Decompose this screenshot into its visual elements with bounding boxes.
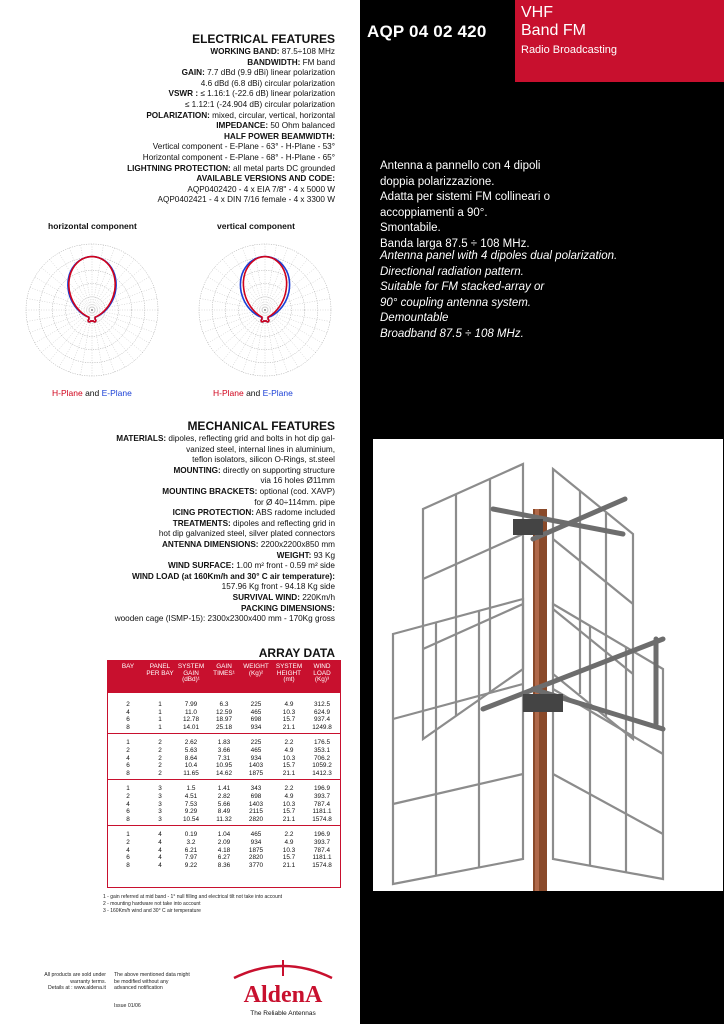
spec-line: AVAILABLE VERSIONS AND CODE:	[196, 174, 335, 184]
array-cell: 11.65	[183, 769, 199, 777]
array-cell: 2.09	[217, 839, 231, 846]
logo-wordmark: AldenA	[243, 982, 323, 1008]
spec-line: SURVIVAL WIND: 220Km/h	[232, 592, 335, 602]
horizontal-polar-diagram	[12, 232, 172, 384]
array-group-separator	[108, 733, 340, 734]
array-cell: 1	[126, 739, 130, 747]
spec-line: vanized steel, internal lines in aluminium,	[186, 444, 335, 454]
array-note: 1 - gain referred at mid band - 1° null filling and electrical tilt not take into account	[103, 894, 283, 900]
array-cell: 2	[158, 762, 162, 770]
array-cell: 0.19	[184, 831, 198, 839]
array-cell: 1.41	[217, 785, 231, 793]
polar-grid	[199, 244, 331, 376]
array-cell: 4.18	[217, 846, 231, 854]
array-header-cell: WIND LOAD (Kg)³	[313, 663, 331, 684]
array-cell: 15.7	[282, 808, 296, 816]
legend-e-plane: E-Plane	[101, 388, 132, 398]
spec-line: ≤ 1.12:1 (-24.904 dB) circular polarization	[184, 99, 335, 109]
array-header-cell: SYSTEM GAIN (dBd)¹	[177, 663, 205, 684]
array-cell: 3	[158, 793, 162, 800]
desc-en-line: Broadband 87.5 ÷ 108 MHz.	[380, 327, 524, 340]
description-italian	[380, 159, 700, 252]
array-cell: 5.66	[217, 800, 231, 808]
legend-e-plane: E-Plane	[262, 388, 293, 398]
array-cell: 7.53	[184, 800, 198, 808]
desc-it-line: Antenna a pannello con 4 dipoli	[380, 160, 541, 172]
array-cell: 21.1	[282, 723, 296, 731]
array-note: 3 - 160Km/h wind and 30° C air temperature	[103, 908, 201, 914]
array-header-cell: GAIN TIMES¹	[213, 663, 235, 677]
mechanical-specs	[35, 434, 335, 625]
array-cell: 1	[158, 723, 162, 731]
array-cell: 8	[126, 861, 130, 869]
array-header-cell: PANEL PER BAY	[146, 663, 174, 677]
array-cell: 21.1	[282, 861, 296, 869]
array-cell: 787.4	[314, 800, 330, 808]
array-cell: 2	[126, 793, 130, 800]
array-cell: 9.29	[184, 808, 198, 816]
array-cell: 4	[158, 854, 162, 862]
array-cell: 1875	[248, 846, 264, 854]
array-cell: 8	[126, 815, 130, 823]
vertical-polar-diagram	[185, 232, 345, 384]
array-cell: 465	[250, 831, 262, 839]
desc-it-line: accoppiamenti a 90°.	[380, 206, 488, 219]
array-cell: 4	[158, 839, 162, 846]
array-group-separator	[108, 825, 340, 826]
spec-line: AQP0402420 - 4 x EIA 7/8" - 4 x 5000 W	[187, 184, 335, 194]
desc-en-line: Suitable for FM stacked-array or	[380, 281, 545, 293]
array-data-table	[107, 660, 341, 888]
spec-line: HALF POWER BEAMWIDTH:	[224, 131, 335, 141]
array-cell: 1249.8	[312, 723, 332, 731]
array-cell: 1.04	[217, 831, 231, 839]
band-line-1: VHF	[521, 4, 553, 21]
spec-line: Horizontal component - E-Plane - 68° - H-Plane - 65°	[142, 152, 335, 162]
band-line-3: Radio Broadcasting	[521, 44, 618, 56]
array-cell: 2820	[248, 815, 264, 823]
warranty-note: All products are sold under warranty terms. Details at : www.aldena.it	[44, 972, 106, 992]
array-cell: 1.5	[186, 785, 196, 793]
legend-h-plane: H-Plane	[213, 388, 244, 398]
spec-line: POLARIZATION: mixed, circular, vertical, horizontal	[146, 110, 335, 120]
array-cell: 21.1	[282, 769, 296, 777]
array-cell: 7.97	[184, 854, 198, 862]
spec-line: IMPEDANCE: 50 Ohm balanced	[216, 121, 335, 131]
legend-h-plane: H-Plane	[52, 388, 83, 398]
array-cell: 1412.3	[312, 769, 332, 777]
array-cell: 196.9	[314, 785, 330, 793]
spec-line: via 16 holes Ø11mm	[260, 476, 335, 486]
array-notes	[103, 894, 282, 915]
spec-line: WIND SURFACE: 1.00 m² front - 0.59 m² side	[168, 561, 335, 571]
electrical-title: ELECTRICAL FEATURES	[192, 32, 335, 46]
array-cell: 3.2	[186, 839, 196, 846]
array-cell: 2.62	[184, 739, 198, 747]
array-cell: 393.7	[314, 793, 330, 800]
array-cell: 8.64	[184, 754, 198, 762]
array-cell: 934	[250, 723, 262, 731]
array-cell: 465	[250, 747, 262, 754]
spec-line: for Ø 40÷114mm. pipe	[254, 497, 335, 507]
spec-line: GAIN: 7.7 dBd (9.9 dBi) linear polarization	[181, 68, 335, 78]
array-cell: 3770	[248, 861, 264, 869]
spec-line: AQP0402421 - 4 x DIN 7/16 female - 4 x 3300 W	[157, 195, 335, 205]
array-cell: 1	[158, 708, 162, 716]
array-cell: 1574.8	[312, 815, 332, 823]
spec-line: ANTENNA DIMENSIONS: 2200x2200x850 mm	[161, 539, 335, 549]
array-cell: 5.63	[184, 747, 198, 754]
array-cell: 2	[158, 739, 162, 747]
desc-it-line: Adatta per sistemi FM collineari o	[380, 191, 551, 203]
spec-line: LIGHTNING PROTECTION: all metal parts DC grounded	[127, 163, 335, 173]
array-cell: 698	[250, 793, 262, 800]
array-cell: 706.2	[314, 754, 330, 762]
desc-en-line: Directional radiation pattern.	[380, 265, 524, 278]
array-cell: 6	[126, 762, 130, 770]
array-cell: 10.95	[216, 762, 232, 770]
array-cell: 21.1	[282, 815, 296, 823]
band-box	[515, 0, 724, 82]
array-cell: 4.9	[284, 793, 294, 800]
array-cell: 3.66	[217, 747, 231, 754]
array-cell: 343	[250, 785, 262, 793]
array-cell: 12.59	[216, 708, 232, 716]
array-cell: 2115	[249, 808, 263, 816]
spec-line: VSWR : ≤ 1.16:1 (-22.6 dB) linear polarization	[168, 89, 335, 99]
array-cell: 787.4	[314, 846, 330, 854]
array-cell: 4.9	[284, 701, 294, 708]
array-cell: 2	[126, 747, 130, 754]
array-cell: 14.62	[216, 769, 232, 777]
array-cell: 1	[126, 785, 130, 793]
array-cell: 25.18	[216, 723, 232, 731]
spec-line: 157.96 Kg front - 94.18 Kg side	[221, 582, 335, 592]
array-cell: 4	[126, 754, 130, 762]
antenna-photo	[373, 439, 723, 891]
array-cell: 624.9	[314, 708, 330, 716]
array-group-separator	[108, 779, 340, 780]
array-cell: 10.3	[282, 754, 296, 762]
array-cell: 9.22	[184, 861, 198, 869]
desc-en-line: 90° coupling antenna system.	[380, 296, 531, 309]
array-cell: 2	[126, 839, 130, 846]
mechanical-title: MECHANICAL FEATURES	[187, 419, 335, 433]
spec-line: teflon isolators, silicon O-Rings, st.steel	[192, 455, 335, 465]
array-cell: 3	[158, 785, 162, 793]
spec-line: BANDWIDTH: FM band	[247, 57, 335, 67]
horizontal-component-label: horizontal component	[48, 221, 137, 231]
array-cell: 225	[250, 701, 262, 708]
array-cell: 1875	[248, 769, 264, 777]
array-cell: 10.54	[183, 815, 199, 823]
array-cell: 8	[126, 723, 130, 731]
desc-it-line: doppia polarizzazione.	[380, 175, 495, 188]
array-cell: 15.7	[282, 854, 296, 862]
array-cell: 465	[250, 708, 262, 716]
array-cell: 6.27	[217, 854, 231, 862]
array-cell: 7.99	[184, 701, 198, 708]
array-cell: 10.4	[184, 762, 198, 770]
spec-line: PACKING DIMENSIONS:	[240, 603, 335, 613]
array-cell: 1403	[248, 762, 264, 770]
spec-line: ICING PROTECTION: ABS radome included	[172, 508, 335, 518]
array-cell: 2.2	[284, 739, 294, 747]
spec-line: MOUNTING: directly on supporting structure	[173, 465, 335, 475]
array-cell: 4	[158, 831, 162, 839]
spec-line: wooden cage (ISMP-15): 2300x2300x400 mm - 170Kg gross	[114, 614, 335, 624]
array-cell: 1	[158, 701, 162, 708]
array-header-cell: BAY	[121, 663, 135, 670]
array-cell: 312.5	[314, 701, 330, 708]
spec-line: 4.6 dBd (6.8 dBi) circular polarization	[200, 78, 335, 88]
array-cell: 2	[126, 701, 130, 708]
array-cell: 12.78	[183, 716, 199, 724]
spec-line: WORKING BAND: 87.5÷108 MHz	[210, 47, 335, 56]
array-cell: 11.0	[185, 708, 197, 716]
array-cell: 2	[158, 754, 162, 762]
array-cell: 4	[158, 846, 162, 854]
desc-it-line: Banda larga 87.5 ÷ 108 MHz.	[380, 237, 530, 250]
array-cell: 8.49	[217, 808, 231, 816]
array-cell: 6.21	[184, 846, 198, 854]
desc-it-line: Smontabile.	[380, 222, 441, 234]
array-cell: 393.7	[314, 839, 330, 846]
array-cell: 11.32	[216, 815, 232, 823]
array-cell: 2.2	[284, 831, 294, 839]
band-line-2: Band FM	[521, 22, 586, 39]
spec-line: WEIGHT: 93 Kg	[276, 550, 335, 560]
array-header-cell: SYSTEM HEIGHT (mt)	[275, 663, 303, 684]
logo-tagline: The Reliable Antennas	[250, 1010, 316, 1017]
array-cell: 698	[250, 716, 262, 724]
electrical-specs	[5, 47, 335, 206]
desc-en-line: Antenna panel with 4 dipoles dual polarization.	[380, 250, 618, 262]
spec-line: TREATMENTS: dipoles and reflecting grid in	[172, 518, 335, 528]
array-cell: 1403	[248, 800, 264, 808]
array-cell: 196.9	[314, 831, 330, 839]
array-cell: 3	[158, 808, 162, 816]
spec-line: MOUNTING BRACKETS: optional (cod. XAVP)	[162, 486, 335, 496]
array-cell: 6	[126, 854, 130, 862]
array-cell: 10.3	[282, 800, 296, 808]
array-data-title: ARRAY DATA	[258, 646, 335, 660]
array-cell: 4	[126, 708, 130, 716]
array-cell: 4.9	[284, 839, 294, 846]
spec-line: MATERIALS: dipoles, reflecting grid and bolts in hot dip gal-	[116, 434, 335, 443]
data-change-note: The above mentioned data might be modified without any advanced notification	[114, 972, 190, 992]
vertical-component-label: vertical component	[217, 221, 295, 231]
array-cell: 2	[158, 747, 162, 754]
polar-grid	[26, 244, 158, 376]
array-cell: 4	[126, 800, 130, 808]
array-cell: 934	[250, 754, 262, 762]
spec-line: hot dip galvanized steel, silver plated connectors	[158, 529, 335, 539]
spec-line: WIND LOAD (at 160Km/h and 30° C air temperature):	[132, 571, 335, 581]
array-cell: 2820	[248, 854, 264, 862]
array-cell: 353.1	[314, 747, 330, 754]
array-header-cell: WEIGHT (Kg)²	[243, 663, 269, 677]
array-cell: 937.4	[314, 716, 330, 724]
array-cell: 2	[158, 769, 162, 777]
model-code: AQP 04 02 420	[367, 22, 487, 41]
array-cell: 14.01	[183, 723, 199, 731]
array-cell: 1.83	[217, 739, 231, 747]
array-cell: 8	[126, 769, 130, 777]
array-cell: 1574.8	[312, 861, 332, 869]
array-cell: 15.7	[282, 762, 296, 770]
array-cell: 10.3	[282, 708, 296, 716]
array-cell: 1181.1	[312, 854, 332, 862]
array-cell: 1181.1	[312, 808, 332, 816]
array-cell: 225	[250, 739, 262, 747]
array-cell: 3	[158, 800, 162, 808]
array-note: 2 - mounting hardware not take into account	[103, 901, 201, 907]
array-cell: 3	[158, 815, 162, 823]
array-cell: 1	[126, 831, 130, 839]
array-cell: 7.31	[217, 754, 231, 762]
desc-en-line: Demountable	[380, 312, 449, 324]
aldena-logo-mark	[224, 956, 342, 1018]
array-cell: 6	[126, 716, 130, 724]
array-cell: 4.9	[284, 747, 294, 754]
array-cell: 8.36	[217, 861, 231, 869]
array-cell: 4	[158, 861, 162, 869]
polar-legend-right: H-Plane and E-Plane	[213, 388, 293, 398]
array-cell: 1	[158, 716, 162, 724]
array-cell: 2.2	[284, 785, 294, 793]
array-cell: 10.3	[282, 846, 296, 854]
array-cell: 1059.2	[312, 762, 332, 770]
aldena-logo	[224, 956, 342, 1018]
array-cell: 176.5	[314, 739, 330, 747]
spec-line: Vertical component - E-Plane - 63° - H-Plane - 53°	[152, 142, 335, 152]
array-cell: 18.97	[216, 716, 232, 724]
array-cell: 15.7	[282, 716, 296, 724]
issue-number: Issue 01/06	[114, 1003, 141, 1009]
description-english	[380, 249, 700, 342]
polar-legend-left: H-Plane and E-Plane	[52, 388, 132, 398]
antenna-illustration	[373, 439, 723, 891]
array-cell: 4	[126, 846, 130, 854]
array-cell: 2.82	[217, 793, 231, 800]
array-cell: 4.51	[184, 793, 198, 800]
array-cell: 934	[250, 839, 262, 846]
array-cell: 6.3	[219, 701, 229, 708]
array-cell: 6	[126, 808, 130, 816]
